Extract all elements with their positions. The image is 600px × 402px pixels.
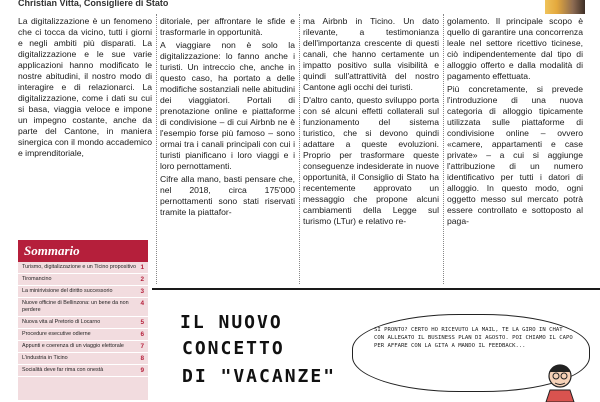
speech-bubble-text: SI PRONTO? CERTO HO RICEVUTO LA MAIL, TE LA GIRO IN CHAT CON ALLEGATO IL BUSINESS PLAN DI AGOSTO. POI CHIAMO IL CAPO PER AFFARE CON LA GITA A MANDO IL FEEDBACK... <box>374 327 573 349</box>
paragraph: golamento. Il principale scopo è quello di garantire una concorrenza leale nel settore ricettivo ticinese, ciò indipendentemente dal tipo di alloggio offerto e dalla modalità di pagamento effettuata. <box>447 16 583 81</box>
toc-item-label: L'industria in Ticino <box>22 355 68 361</box>
article-column-3 <box>303 16 439 292</box>
toc-title: Sommario <box>18 240 148 262</box>
toc-item-label: Nuova vita al Pretorio di Locarno <box>22 319 101 325</box>
toc-item-label: La minirivisione del diritto successorio <box>22 288 113 294</box>
paragraph: ditoriale, per affrontare le sfide e trasformarle in opportunità. <box>160 16 295 37</box>
toc-item-label: Procedure esecutive odierne <box>22 331 91 337</box>
column-divider <box>156 14 157 284</box>
paragraph: La digitalizzazione è un fenomeno che ci tocca da vicino, tutti i giorni e negli ambiti più disparati. La digitalizzazione e le sue varie applicazioni hanno modificato le nostre abitudini, il nostro modo di interagire e di relazionarci. La digitalizzazione, come i dati su cui si basa, viaggia veloce e impone un impegno costante, anche da parte del Cantone, in maniera sinergica con il mondo accademico e imprenditoriale, <box>18 16 152 158</box>
cartoon-title-line: IL NUOVO <box>180 312 283 333</box>
column-divider <box>443 14 444 284</box>
toc-item-page: 4 <box>140 300 144 307</box>
cartoon-character-illustration <box>536 356 584 402</box>
toc-item[interactable] <box>18 329 148 341</box>
toc-item-page: 7 <box>140 343 144 350</box>
toc-item-page: 2 <box>140 276 144 283</box>
paragraph: Più concretamente, si prevede l'introduzione di una nuova categoria di alloggio tipicamente utilizzata sulle piattaforme di condivisione online – ovvero «camere, appartamenti e case private» – a cui si aggiunge l'attribuzione di un numero identificativo per tutti i datori di alloggio. In questo modo, ogni oggetto messo sul mercato potrà essere controllato e sottoposto al paga- <box>447 84 583 226</box>
column-divider <box>299 14 300 284</box>
toc-item[interactable] <box>18 274 148 286</box>
cartoon-title-line: CONCETTO <box>182 338 285 359</box>
toc-item-page: 1 <box>140 264 144 271</box>
toc-item-label: Appunti e coerenza di un viaggio elettorale <box>22 343 124 349</box>
paragraph: ma Airbnb in Ticino. Un dato rilevante, a testimonianza dell'importanza crescente di questi canali, che hanno certamente un impatto positivo sulla visibilità e quindi sull'attrattività del nostro Cantone agli occhi dei turisti. <box>303 16 439 92</box>
toc-item-page: 8 <box>140 355 144 362</box>
paragraph: Cifre alla mano, basti pensare che, nel 2018, circa 175'000 pernottamenti sono stati riservati tramite la piattafor- <box>160 174 295 217</box>
toc-item-page: 6 <box>140 331 144 338</box>
toc-item[interactable] <box>18 365 148 377</box>
toc-item-page: 5 <box>140 319 144 326</box>
cartoon-title-line: DI "VACANZE" <box>182 366 337 387</box>
paragraph: D'altro canto, questo sviluppo porta con sé alcuni effetti collaterali sul funzionamento del sistema turistico, che si devono quindi adattare a queste evoluzioni. Proprio per trasformare queste conseguenze indesiderate in nuove opportunità, il Consiglio di Stato ha recentemente approvato un messaggio che propone alcuni cambiamenti della Legge sul turismo (LTur) e relativo re- <box>303 95 439 226</box>
article-column-1 <box>18 16 152 203</box>
byline: Christian Vitta, Consigliere di Stato <box>18 0 169 8</box>
toc-item-page: 3 <box>140 288 144 295</box>
toc-item[interactable] <box>18 317 148 329</box>
cartoon <box>152 288 600 402</box>
paragraph: A viaggiare non è solo la digitalizzazione: lo fanno anche i turisti. Un intreccio che, anche in questo caso, ha portato a delle modifiche sostanziali nelle abitudini dei viaggiatori. Portali di prenotazione online e piattaforme di condivisione – di cui Airbnb ne è l'esempio forse più famoso – sono ormai tra i canali principali con cui i turisti pianificano i loro viaggi e i loro pernottamenti. <box>160 40 295 171</box>
table-of-contents <box>18 240 148 400</box>
toc-item[interactable] <box>18 341 148 353</box>
toc-item-page: 9 <box>140 367 144 374</box>
toc-item-label: Turismo, digitalizzazione e un Ticino propositivo <box>22 264 136 270</box>
author-photo <box>545 0 585 14</box>
toc-item[interactable] <box>18 286 148 298</box>
toc-item-label: Nuove officine di Bellinzona: un bene da non perdere <box>22 300 129 313</box>
toc-item[interactable] <box>18 262 148 274</box>
toc-item-label: Tiromancino <box>22 276 52 282</box>
toc-item[interactable] <box>18 298 148 317</box>
article-column-2 <box>160 16 295 292</box>
toc-list <box>18 262 148 377</box>
article-column-4 <box>447 16 583 292</box>
toc-item[interactable] <box>18 353 148 365</box>
toc-item-label: Socialità deve far rima con onestà <box>22 367 104 373</box>
